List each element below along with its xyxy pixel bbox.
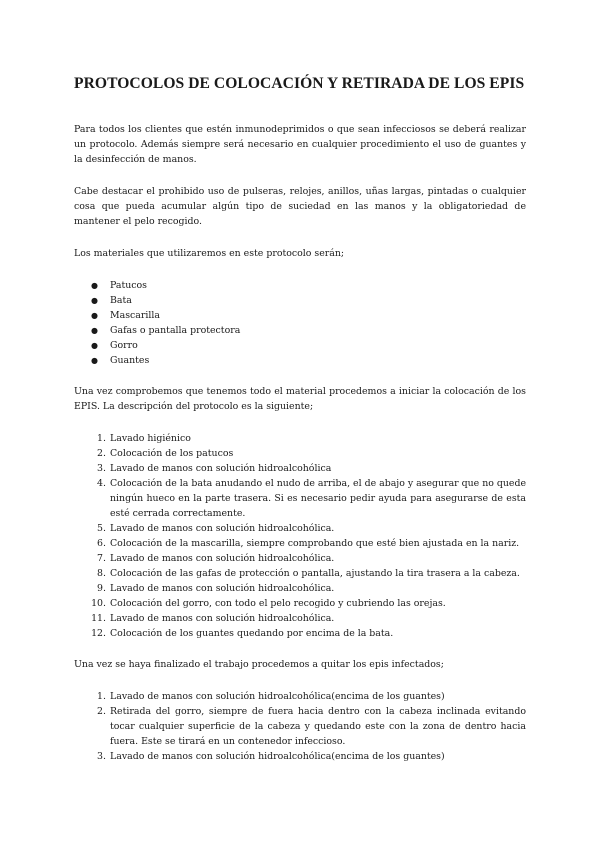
list-item <box>74 353 526 368</box>
list-item-text: Mascarilla <box>110 310 160 321</box>
list-item-text: Guantes <box>110 355 150 366</box>
paragraph-materials-intro: Los materiales que utilizaremos en este protocolo serán; <box>74 248 345 259</box>
step-text: Lavado de manos con solución hidroalcohólica. <box>110 613 335 624</box>
step-text: Colocación de los guantes quedando por encima de la bata. <box>110 628 394 639</box>
step-text: Colocación de las gafas de protección o pantalla, ajustando la tira trasera a la cabeza. <box>110 568 520 579</box>
bullet-icon: ● <box>91 356 98 365</box>
list-item <box>74 689 526 704</box>
step-text: Colocación de la mascarilla, siempre comprobando que esté bien ajustada en la nariz. <box>110 538 520 549</box>
step-number: 2. <box>97 706 106 717</box>
step-text: Colocación de los patucos <box>110 448 234 459</box>
list-item <box>74 323 526 338</box>
paragraph-prohibitions: Cabe destacar el prohibido uso de pulseras, relojes, anillos, uñas largas, pintadas o cualquier cosa que pueda acumular algún tipo de suciedad en las manos y la obligatoriedad de mantener el pelo recogido. <box>74 186 526 227</box>
paragraph-protocol-intro: Una vez comprobemos que tenemos todo el material procedemos a iniciar la colocación de los EPIS. La descripción del protocolo es la siguiente; <box>74 386 526 412</box>
step-number: 6. <box>97 538 106 549</box>
list-item-text: Patucos <box>110 280 147 291</box>
step-number: 11. <box>91 613 106 624</box>
list-item <box>74 551 526 566</box>
bullet-icon: ● <box>91 281 98 290</box>
step-number: 1. <box>97 691 106 702</box>
step-number: 3. <box>97 463 106 474</box>
bullet-icon: ● <box>91 296 98 305</box>
paragraph-intro: Para todos los clientes que estén inmunodeprimidos o que sean infecciosos se deberá realizar un protocolo. Además siempre será necesario en cualquier procedimiento el uso de guantes y la desinfección de manos. <box>74 124 526 165</box>
list-item <box>74 581 526 596</box>
step-number: 12. <box>91 628 106 639</box>
list-item <box>74 338 526 353</box>
list-item <box>74 596 526 611</box>
list-item-text: Gafas o pantalla protectora <box>110 325 241 336</box>
step-text: Lavado higiénico <box>110 433 191 444</box>
bullet-icon: ● <box>91 311 98 320</box>
list-item <box>74 611 526 626</box>
list-item <box>74 461 526 476</box>
list-item <box>74 749 526 764</box>
step-text: Lavado de manos con solución hidroalcohólica. <box>110 583 335 594</box>
list-item <box>74 431 526 446</box>
list-item <box>74 536 526 551</box>
list-item-text: Gorro <box>110 340 138 351</box>
step-number: 9. <box>97 583 106 594</box>
step-number: 5. <box>97 523 106 534</box>
paragraph-retirada-intro: Una vez se haya finalizado el trabajo procedemos a quitar los epis infectados; <box>74 659 444 670</box>
list-item <box>74 293 526 308</box>
list-item <box>74 278 526 293</box>
bullet-icon: ● <box>91 326 98 335</box>
list-item <box>74 446 526 461</box>
step-text: Colocación de la bata anudando el nudo de arriba, el de abajo y asegurar que no quede ningún hueco en la parte trasera. Si es necesario pedir ayuda para asegurarse de esta esté cerrada correctamente. <box>110 478 526 519</box>
step-number: 8. <box>97 568 106 579</box>
bullet-icon: ● <box>91 341 98 350</box>
list-item <box>74 476 526 521</box>
step-number: 4. <box>97 478 106 489</box>
list-item <box>74 704 526 749</box>
colocacion-steps-list <box>74 431 526 641</box>
materials-list <box>74 278 526 368</box>
step-text: Lavado de manos con solución hidroalcohólica <box>110 463 332 474</box>
list-item <box>74 566 526 581</box>
step-number: 7. <box>97 553 106 564</box>
step-text: Lavado de manos con solución hidroalcohólica. <box>110 553 335 564</box>
retirada-steps-list <box>74 689 526 764</box>
step-number: 10. <box>91 598 106 609</box>
list-item <box>74 521 526 536</box>
step-text: Lavado de manos con solución hidroalcohólica. <box>110 523 335 534</box>
step-number: 3. <box>97 751 106 762</box>
step-text: Lavado de manos con solución hidroalcohólica(encima de los guantes) <box>110 691 445 702</box>
step-number: 1. <box>97 433 106 444</box>
step-text: Retirada del gorro, siempre de fuera hacia dentro con la cabeza inclinada evitando tocar cualquier superficie de la cabeza y quedando este con la zona de dentro hacia fuera. Este se tirará en un contenedor infeccioso. <box>110 706 526 747</box>
step-text: Colocación del gorro, con todo el pelo recogido y cubriendo las orejas. <box>110 598 446 609</box>
list-item-text: Bata <box>110 295 132 306</box>
page-title: PROTOCOLOS DE COLOCACIÓN Y RETIRADA DE LOS EPIS <box>74 75 525 92</box>
step-number: 2. <box>97 448 106 459</box>
list-item <box>74 308 526 323</box>
list-item <box>74 626 526 641</box>
step-text: Lavado de manos con solución hidroalcohólica(encima de los guantes) <box>110 751 445 762</box>
